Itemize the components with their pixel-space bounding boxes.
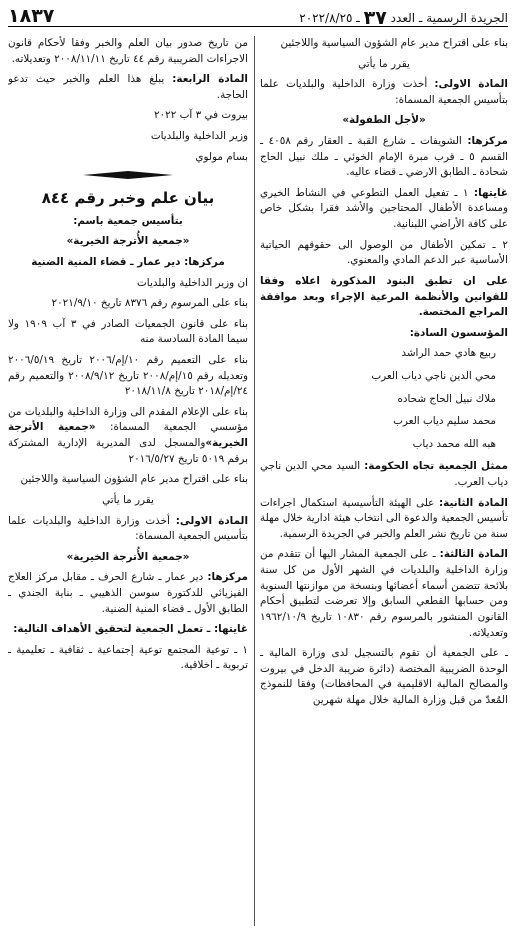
article-4: [8, 72, 248, 103]
goal-2: ٢ ـ تمكين الأطفال من الوصول الى حقوقهم الحياتية الأساسية عبر الدعم المادي والمعنوي.: [260, 238, 508, 267]
notice-title: بيان علم وخبر رقم ٨٤٤: [41, 189, 215, 208]
decision-heading: يقرر ما يأتي: [358, 57, 410, 70]
compliance-clause: على ان تطبق البنود المذكورة اعلاه وفقا للقوانين والأنظمة المرعية الإجراء وبعد موافقة المراجع المختصة.: [260, 274, 508, 319]
article-text: على الهيئة التأسيسية استكمال اجراءات تأسيس الجمعية والدعوة الى انتخاب هيئة ادارية خلال مهلة سنة من تاريخ نشر العلم والخبر في الجريدة الرسمية.: [260, 496, 508, 540]
goal-1: ١ ـ توعية المجتمع توعية إجتماعية ـ ثقافية ـ تعليمية ـ تربوية ـ اخلاقية.: [8, 643, 248, 672]
page-header: [8, 4, 508, 27]
founder-name: هبه الله محمد دياب: [412, 437, 496, 450]
association-name: «جمعية الأُترجة الخيرية»: [66, 550, 190, 563]
issue-number: ٣٧: [363, 7, 387, 29]
paragraph: بناء على المرسوم رقم ٨٣٧٦ تاريخ ٢٠٢١/٩/١٠: [51, 297, 248, 310]
association-name: «لأجل الطفولة»: [342, 114, 426, 127]
article-label: المادة الثالثة:: [439, 548, 508, 561]
article-text: أخذت وزارة الداخلية والبلديات علما بتأسيس الجمعية المسماة:: [260, 78, 508, 106]
ornament-divider: [8, 171, 248, 179]
goals-text: ـ تعمل الجمعية لتحقيق الأهداف التالية:: [13, 623, 211, 636]
continuation: من تاريخ صدور بيان العلم والخبر وفقا لأحكام قانون الاجراءات الضريبية رقم ٤٤ تاريخ ٢٠٠٨/١١/١١ وتعديلاته.: [8, 37, 248, 65]
hq-text: دير عمار ـ شارع الحرف ـ مقابل مركز العلاج الفيزيائي للدكتورة سوسن الذهيبي ـ بناية الجندي ـ الطابق الأول ـ قضاء المنية الضنية.: [8, 571, 248, 615]
representative: [260, 459, 508, 490]
sign-title: وزير الداخلية والبلديات: [150, 130, 248, 143]
article-label: المادة الثانية:: [439, 496, 508, 509]
association-name-inline: «جمعية الأترجة الخيرية»: [8, 421, 248, 450]
goals-label: غايتها:: [473, 186, 508, 199]
article-1: [260, 77, 508, 108]
article-text: يبلغ هذا العلم والخبر حيث تدعو الحاجة.: [8, 73, 248, 101]
article-text: ـ على الجمعية المشار اليها أن تتقدم من وزارة الداخلية والبلديات في الشهر الأول من كل سنة بلائحة تتضمن أسماء أعضائها وبنسخة من موازنتها السنوية ومن حسابها القطعي السابق وإلا تعرضت لتطبيق أحكام القانون المنشور بالمرسوم رقم ١٠٨٣٠ تاريخ ١٩٦٢/١٠/٩ وتعديلاته.: [260, 548, 508, 639]
hq-text: الشويفات ـ شارع القبة ـ العقار رقم ٤٠٥٨ ـ القسم ٥ ـ قرب مبرة الإمام الخوئي ـ ملك نبيل الحاج شحادة ـ الطابق الارضي ـ قضاء عاليه.: [260, 135, 508, 179]
publication-name: الجريدة الرسمية ـ العدد: [390, 11, 508, 25]
rep-text: السيد محي الدين ناجي دياب العرب.: [260, 460, 508, 489]
article-3: [260, 547, 508, 641]
sign-name: بسام مولوي: [195, 150, 248, 163]
paragraph: بناء على اقتراح مدير عام الشؤون السياسية واللاجئين: [20, 473, 248, 486]
hq-label: مركزها:: [207, 571, 248, 584]
founder-name: ملاك نبيل الحاج شحاده: [397, 392, 496, 405]
rep-label: ممثل الجمعية تجاه الحكومة:: [364, 460, 508, 473]
hq-label: مركزها:: [467, 135, 508, 148]
right-column: [260, 36, 508, 930]
notice-headquarters: مركزها: دير عمار ـ قضاء المنية الضنية: [31, 255, 225, 268]
article-1: [8, 514, 248, 545]
diamond-rule-icon: [83, 171, 173, 179]
founder-name: محي الدين ناجي دياب العرب: [371, 369, 496, 382]
founders-list: [260, 346, 508, 452]
article-3-tax: ـ على الجمعية أن تقوم بالتسجيل لدى وزارة المالية ـ الوحدة الضريبية المختصة (دائرة ضريبة الدخل في بيروت والمصالح المالية الاقليمية في المحافظات) وفقا للنموذج المُعدّ من قبل وزارة المالية خلال مهلة شهرين: [260, 647, 508, 706]
headquarters: [260, 134, 508, 181]
article-label: المادة الرابعة:: [172, 73, 248, 86]
headquarters: [8, 570, 248, 617]
goals-label: غايتها:: [213, 623, 248, 636]
paragraph: ان وزير الداخلية والبلديات: [137, 276, 248, 289]
founder-name: محمد سليم دياب العرب: [393, 415, 496, 428]
goals: [8, 622, 248, 638]
article-2: [260, 496, 508, 543]
founder-name: ربيع هادي حمد الراشد: [401, 347, 496, 360]
article-label: المادة الاولى:: [175, 514, 248, 527]
article-label: المادة الاولى:: [434, 78, 508, 91]
paragraph: بناء على التعميم رقم ١٠/إم/٢٠٠٦ تاريخ ٢٠٠٦/٥/١٩ وتعديله رقم ١٥/إم/٢٠٠٨ تاريخ ٢٠٠٨/٩/١٢ والتعميم رقم ٢٤/إم/٢٠١٨ تاريخ ٢٠١٨/١١/٨: [8, 354, 248, 398]
sign-date: بيروت في ٣ آب ٢٠٢٢: [154, 109, 248, 122]
paragraph: بناء على قانون الجمعيات الصادر في ٣ آب ١٩٠٩ ولا سيما المادة السادسة منه: [8, 317, 248, 346]
left-column: [8, 36, 248, 930]
text-span: والمسجل لدى المديرية الإدارية المشتركة برقم ٥٠١٩ تاريخ ٢٠١٦/٥/٢٧: [8, 437, 248, 465]
paragraph: بناء على اقتراح مدير عام الشؤون السياسية واللاجئين: [280, 37, 508, 49]
issue-date: ـ ٢٠٢٢/٨/٢٥: [299, 11, 360, 25]
paragraph: [8, 405, 248, 467]
goals: [260, 186, 508, 233]
page-number: ١٨٣٧: [8, 5, 55, 27]
notice-subtitle: بتأسيس جمعية باسم:: [73, 214, 183, 227]
article-text: أخذت وزارة الداخلية والبلديات علما بتأسيس الجمعية المسماة:: [8, 514, 248, 543]
goals-text: ١ ـ تفعيل العمل التطوعي في النشاط الخيري ومساعدة الأطفال المحتاجين والأشد فقرا بشكل خاص على كافة الأراضي اللبنانية.: [260, 186, 508, 231]
column-divider: [254, 36, 255, 926]
gazette-title: [299, 4, 508, 33]
decision-heading: يقرر ما يأتي: [102, 493, 154, 506]
text-span: بناء على الإعلام المقدم الى وزارة الداخلية والبلديات من مؤسسي الجمعية المسماة:: [8, 405, 248, 434]
founders-label: المؤسسون السادة:: [409, 326, 508, 339]
notice-association-name: «جمعية الأُترجة الخيرية»: [66, 235, 190, 248]
